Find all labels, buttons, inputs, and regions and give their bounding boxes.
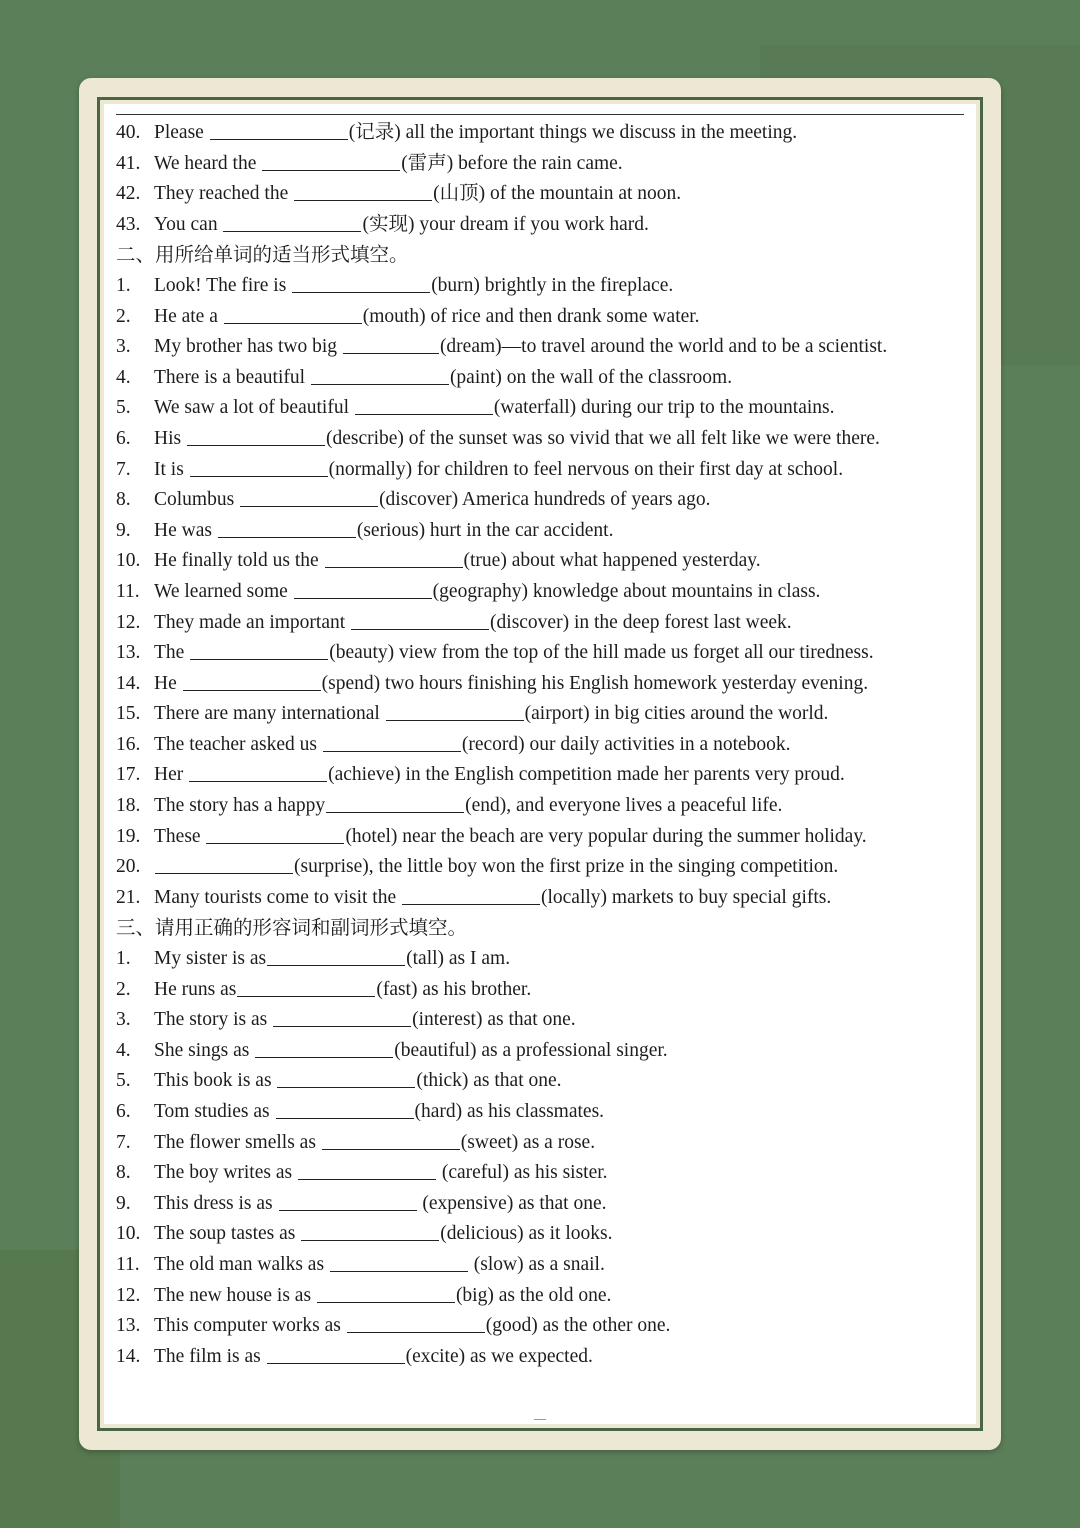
item-text-before: His [154,427,186,449]
item-number: 16. [116,733,141,755]
item-text-before: He runs as [154,978,237,1000]
item-text-before: He was [154,519,217,541]
answer-blank[interactable] [190,658,328,660]
item-number: 19. [116,825,141,847]
exercise-item [116,883,972,914]
item-number: 14. [116,672,141,694]
item-text-after: (discover) America hundreds of years ago. [379,489,711,511]
item-text-after: (waterfall) during our trip to the mountains. [493,397,835,419]
item-number: 5. [116,1070,131,1092]
item-text-after: (geography) knowledge about mountains in class. [432,580,821,602]
item-number: 1. [116,274,131,296]
item-number: 7. [116,1131,131,1153]
item-text-after: (burn) brightly in the fireplace. [431,274,674,296]
item-text-before: This dress is as [154,1192,278,1214]
item-text-before: This computer works as [154,1315,346,1337]
answer-blank[interactable] [294,199,432,201]
exercise-item [116,822,972,853]
item-text-before: The new house is as [154,1284,316,1306]
exercise-item [116,669,972,700]
item-number: 17. [116,764,141,786]
item-number: 5. [116,397,131,419]
answer-blank[interactable] [224,322,362,324]
answer-blank[interactable] [386,719,524,721]
exercise-item [116,1189,972,1220]
item-text-after: (excite) as we expected. [405,1345,593,1367]
item-text-before: We learned some [154,580,293,602]
item-text-after: (good) as the other one. [485,1315,671,1337]
item-text-after: (normally) for children to feel nervous on their first day at school. [328,458,844,480]
item-text-after: (spend) two hours finishing his English homework yesterday evening. [321,672,869,694]
answer-blank[interactable] [343,352,439,354]
exercise-item [116,852,972,883]
item-text-before: The soup tastes as [154,1223,301,1245]
item-text-after: (dream)—to travel around the world and to be a scientist. [439,336,888,358]
item-text-before: There are many international [154,703,385,725]
answer-blank[interactable] [322,1148,460,1150]
item-text-after: (expensive) as that one. [417,1192,607,1214]
answer-blank[interactable] [267,1362,405,1364]
item-number: 20. [116,856,141,878]
item-text-after: (hard) as his classmates. [414,1101,605,1122]
exercise-item [116,699,972,730]
answer-blank[interactable] [267,964,405,966]
item-text-after: (thick) as that one. [416,1070,562,1092]
exercise-item [116,608,972,639]
item-text-after: (describe) of the sunset was so vivid that we all felt like we were there. [325,427,880,449]
answer-blank[interactable] [218,536,356,538]
answer-blank[interactable] [294,597,432,599]
item-text-before: The story is as [154,1009,273,1031]
item-text-before: The old man walks as [154,1253,329,1275]
item-number: 7. [116,458,131,480]
item-text-before: They made an important [154,611,351,633]
exercise-item [116,516,972,547]
item-number: 13. [116,642,141,664]
answer-blank[interactable] [155,872,293,874]
item-text-before: This book is as [154,1070,277,1092]
item-text-after: (locally) markets to buy special gifts. [540,886,832,908]
answer-blank[interactable] [311,383,449,385]
exercise-item [116,302,972,333]
item-number: 42. [116,183,141,205]
item-text-after: (山顶) of the mountain at noon. [433,183,682,205]
item-text-before: Her [154,764,189,786]
exercise-item [116,1128,972,1159]
item-number: 3. [116,336,131,358]
worksheet-paper [104,104,976,1424]
item-text-before: He ate a [154,305,223,327]
answer-blank[interactable] [262,169,400,171]
exercise-item [116,363,972,394]
item-number: 2. [116,978,131,1000]
item-text-after: (interest) as that one. [412,1009,576,1031]
exercise-item [116,149,972,180]
answer-blank[interactable] [323,750,461,752]
item-number: 12. [116,611,141,633]
exercise-item [116,944,972,975]
item-text-before: Please [154,122,209,143]
item-number: 41. [116,152,141,174]
exercise-item [116,791,972,822]
answer-blank[interactable] [277,1086,415,1088]
exercise-item [116,760,972,791]
answer-blank[interactable] [330,1270,468,1272]
answer-blank[interactable] [223,230,361,232]
item-number: 8. [116,1162,131,1184]
item-text-after: (record) our daily activities in a notebook. [461,733,791,755]
exercise-item [116,1311,972,1342]
item-text-after: (mouth) of rice and then drank some water. [362,305,700,327]
exercise-item [116,455,972,486]
item-text-before: She sings as [154,1039,255,1061]
exercise-item [116,332,972,363]
item-text-after: (airport) in big cities around the world. [524,703,829,725]
item-text-after: (实现) your dream if you work hard. [362,213,649,235]
answer-blank[interactable] [402,903,540,905]
item-text-after: (surprise), the little boy won the first prize in the singing competition. [294,856,839,878]
answer-blank[interactable] [317,1301,455,1303]
answer-blank[interactable] [355,413,493,415]
answer-blank[interactable] [326,811,464,813]
item-text-before: The [154,642,190,664]
exercise-item [116,638,972,669]
item-text-before: Many tourists come to visit the [154,886,401,908]
item-text-before: He [154,672,182,694]
item-number: 2. [116,305,131,327]
item-text-before: They reached the [154,183,294,205]
item-number: 1. [116,948,131,970]
item-text-after: (beautiful) as a professional singer. [394,1039,668,1061]
answer-blank[interactable] [255,1056,393,1058]
item-number: 40. [116,122,141,143]
exercise-item [116,1250,972,1281]
item-text-after: (fast) as his brother. [376,978,532,1000]
item-text-after: (tall) as I am. [406,948,511,970]
answer-blank[interactable] [301,1239,439,1241]
item-text-before: The boy writes as [154,1162,297,1184]
exercise-item [116,424,972,455]
answer-blank[interactable] [276,1117,414,1119]
answer-blank[interactable] [325,566,463,568]
item-number: 43. [116,213,141,235]
item-text-after: (true) about what happened yesterday. [463,550,761,572]
section-title: 三、请用正确的形容词和副词形式填空。 [116,916,468,940]
exercise-item [116,1158,972,1189]
answer-blank[interactable] [237,995,375,997]
answer-blank[interactable] [183,689,321,691]
item-number: 18. [116,795,141,817]
item-number: 11. [116,580,140,602]
item-number: 12. [116,1284,141,1306]
item-number: 11. [116,1253,140,1275]
exercise-item [116,1066,972,1097]
answer-blank[interactable] [279,1209,417,1211]
exercise-item [116,730,972,761]
section-title: 二、用所给单词的适当形式填空。 [116,243,409,267]
item-number: 9. [116,1192,131,1214]
item-text-after: (discover) in the deep forest last week. [490,611,792,633]
item-text-after: (雷声) before the rain came. [401,152,623,174]
item-text-before: These [154,825,206,847]
item-text-before: My brother has two big [154,336,342,358]
item-text-after: (paint) on the wall of the classroom. [449,366,733,388]
exercise-item [116,1342,972,1373]
exercise-item [116,546,972,577]
exercise-item [116,179,972,210]
item-text-after: (slow) as a snail. [468,1253,605,1275]
item-text-before: It is [154,458,189,480]
answer-blank[interactable] [240,505,378,507]
item-text-after: (serious) hurt in the car accident. [356,519,614,541]
exercise-item [116,577,972,608]
exercise-item [116,1219,972,1250]
exercise-list [116,118,972,1372]
answer-blank[interactable] [187,444,325,446]
item-text-after: (achieve) in the English competition made her parents very proud. [328,764,845,786]
exercise-item [116,393,972,424]
item-number: 6. [116,1101,131,1122]
answer-blank[interactable] [347,1331,485,1333]
item-text-before: We saw a lot of beautiful [154,397,354,419]
answer-blank[interactable] [189,780,327,782]
answer-blank[interactable] [351,628,489,630]
item-text-after: (careful) as his sister. [436,1162,608,1184]
exercise-item [116,1005,972,1036]
item-text-before: The flower smells as [154,1131,321,1153]
item-text-after: (delicious) as it looks. [440,1223,613,1245]
page-number-fragment [534,1419,546,1424]
item-number: 8. [116,489,131,511]
item-text-before: The story has a happy [154,795,326,817]
item-text-before: He finally told us the [154,550,324,572]
item-number: 14. [116,1345,141,1367]
item-number: 10. [116,1223,141,1245]
item-text-after: (end), and everyone lives a peaceful life. [465,795,783,817]
item-number: 15. [116,703,141,725]
item-text-after: (hotel) near the beach are very popular during the summer holiday. [345,825,867,847]
exercise-item [116,1097,972,1128]
item-text-before: The film is as [154,1345,266,1367]
answer-blank[interactable] [206,842,344,844]
exercise-item [116,210,972,241]
item-text-before: Columbus [154,489,240,511]
exercise-item [116,118,972,149]
exercise-item [116,975,972,1006]
item-number: 9. [116,519,131,541]
top-rule [116,114,964,115]
item-number: 4. [116,366,131,388]
item-text-before: You can [154,213,223,235]
item-number: 4. [116,1039,131,1061]
item-text-before: There is a beautiful [154,366,310,388]
exercise-item [116,271,972,302]
answer-blank[interactable] [273,1025,411,1027]
item-text-after: (big) as the old one. [455,1284,612,1306]
item-text-before: My sister is as [154,948,267,970]
item-number: 21. [116,886,141,908]
item-number: 3. [116,1009,131,1031]
answer-blank[interactable] [298,1178,436,1180]
item-number: 6. [116,427,131,449]
item-number: 13. [116,1315,141,1337]
answer-blank[interactable] [190,475,328,477]
exercise-item [116,485,972,516]
item-text-before: Tom studies as [154,1101,275,1122]
item-text-before: Look! The fire is [154,274,292,296]
answer-blank[interactable] [292,291,430,293]
answer-blank[interactable] [210,138,348,140]
item-text-after: (记录) all the important things we discuss in the meeting. [348,122,798,143]
item-text-before: The teacher asked us [154,733,322,755]
item-text-after: (sweet) as a rose. [460,1131,596,1153]
exercise-item [116,1281,972,1312]
exercise-item [116,1036,972,1067]
item-number: 10. [116,550,141,572]
item-text-before: We heard the [154,152,262,174]
item-text-after: (beauty) view from the top of the hill made us forget all our tiredness. [329,642,874,664]
